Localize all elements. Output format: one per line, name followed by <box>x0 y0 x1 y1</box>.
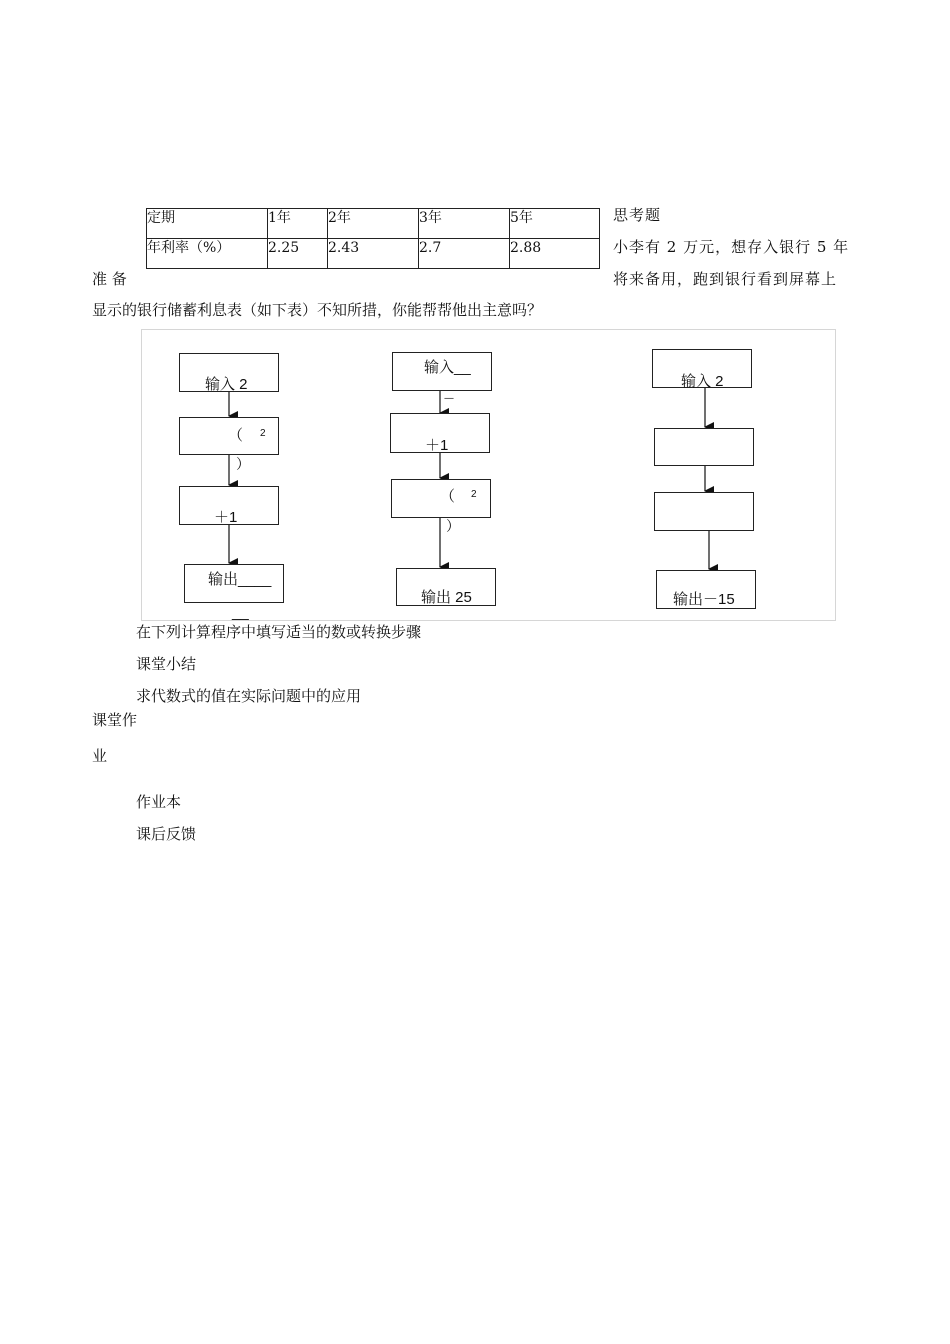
table-cell: 1年 <box>268 209 328 239</box>
flow2-dash: — <box>444 393 454 404</box>
flow2-input-box <box>392 352 492 391</box>
homework-text: 作业本 <box>136 793 182 811</box>
flow1-input-box <box>179 353 279 392</box>
problem-line: 显示的银行储蓄利息表（如下表）不知所措，你能帮帮他出主意吗？ <box>92 301 543 319</box>
flow2-output-box <box>396 568 496 606</box>
flow1-square-box <box>179 417 279 455</box>
flow2-paren-close: ） <box>446 519 460 535</box>
flow1-plus-text: ＋1 <box>214 509 238 526</box>
table-cell: 2.25 <box>268 239 328 269</box>
flow2-square-box <box>391 479 491 518</box>
section-label-homework-cont: 业 <box>92 747 108 765</box>
summary-text: 求代数式的值在实际问题中的应用 <box>136 687 362 705</box>
flow3-output-box <box>656 570 756 609</box>
table-cell: 2.88 <box>510 239 600 269</box>
problem-line: 小李有 2 万元，想存入银行 5 年 <box>613 238 850 256</box>
table-cell: 定期 <box>147 209 268 239</box>
flow3-input-box <box>652 349 752 388</box>
flow1-output-under: __ <box>232 604 249 621</box>
section-label-prep: 准 备 <box>92 270 127 288</box>
flow2-plus-text: ＋1 <box>425 437 449 454</box>
instruction-text: 在下列计算程序中填写适当的数或转换步骤 <box>136 623 422 641</box>
flow2-plus-box <box>390 413 490 453</box>
flow1-paren-close: ） <box>236 457 250 473</box>
flow2-square-sup: 2 <box>471 489 477 500</box>
flow1-plus-box <box>179 486 279 525</box>
flow1-paren-open: （ <box>228 427 244 444</box>
section-label-homework: 课堂作 <box>92 711 138 729</box>
flow3-step2-box <box>654 492 754 531</box>
flow3-step1-box <box>654 428 754 466</box>
flow1-square-sup: 2 <box>260 428 266 439</box>
table-cell: 5年 <box>510 209 600 239</box>
flow2-input-text: 输入__ <box>424 359 471 376</box>
problem-title: 思考题 <box>613 206 662 224</box>
table-cell: 2.7 <box>419 239 510 269</box>
table-cell: 2年 <box>328 209 419 239</box>
feedback-text: 课后反馈 <box>136 825 197 843</box>
table-cell: 3年 <box>419 209 510 239</box>
summary-title: 课堂小结 <box>136 655 197 673</box>
flow1-output-text: 输出____ <box>208 571 272 588</box>
flow3-output-text: 输出－15 <box>673 591 735 608</box>
flow2-output-text: 输出 25 <box>421 589 472 606</box>
flow3-input-text: 输入 2 <box>681 373 724 390</box>
flow1-output-box <box>184 564 284 603</box>
flow2-paren-open: （ <box>440 488 456 505</box>
table-cell: 年利率（%） <box>147 239 268 269</box>
flow1-input-text: 输入 2 <box>205 376 248 393</box>
problem-line: 将来备用，跑到银行看到屏幕上 <box>613 270 838 288</box>
table-cell: 2.43 <box>328 239 419 269</box>
